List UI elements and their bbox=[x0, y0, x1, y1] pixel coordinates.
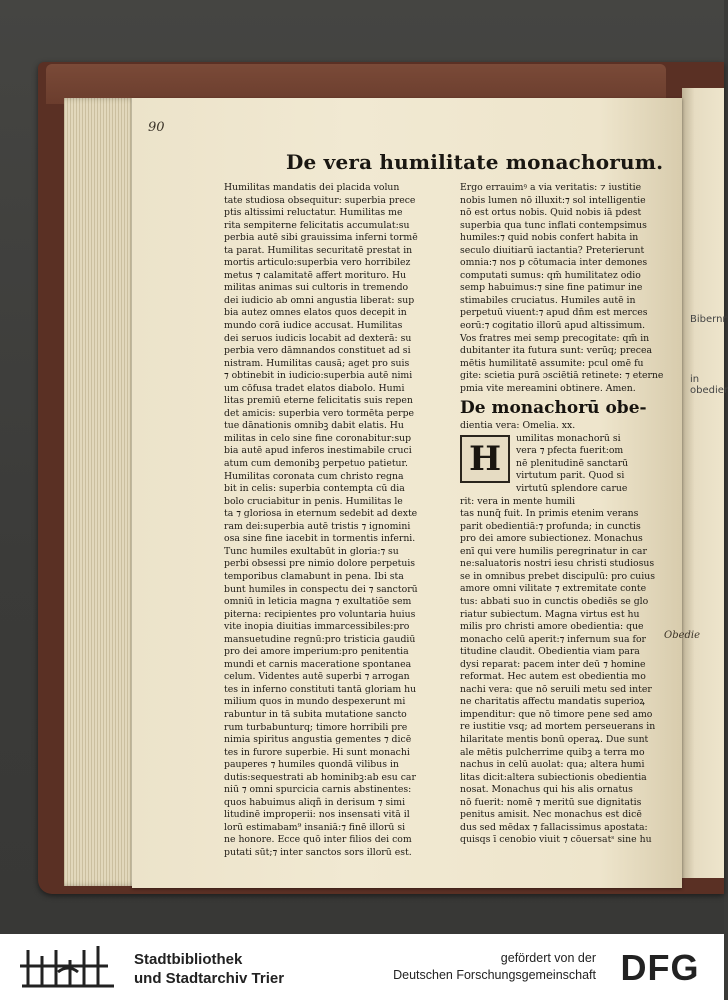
text-line: putati sūt;⁊ inter sanctos sors illorū est. bbox=[224, 846, 412, 858]
text-line: nobis lumen nō illuxit:⁊ sol intelligentie bbox=[460, 194, 646, 206]
text-line: impenditur: que nō timore pene sed amo bbox=[460, 708, 653, 720]
svg-text:DFG: DFG bbox=[620, 947, 700, 988]
text-line: ta ⁊ gloriosa in eternum sedebit ad dexte bbox=[224, 508, 418, 520]
text-line: dei seruos iudicis locabit ad dexterā: su bbox=[224, 332, 412, 344]
text-line: perbi obsessi pre nimio dolore perpetuis bbox=[224, 558, 416, 570]
chapter-subheading: dientia vera: Omelia. xx. bbox=[460, 420, 576, 432]
text-line: nosat. Monachus qui his alis ornatus bbox=[460, 784, 633, 796]
text-line: dysi reparat: pacem inter deū ⁊ homine bbox=[460, 658, 646, 670]
text-line: parit obedientiā:⁊ profunda; in cunctis bbox=[460, 520, 641, 532]
text-line: pro dei amore imperium:pro penitentia bbox=[224, 646, 409, 658]
right-column-bottom-text bbox=[460, 508, 670, 847]
text-line: Vos fratres mei semp precogitate: qm̄ in bbox=[460, 332, 650, 344]
text-line: nistram. Humilitas causā; aget pro suis bbox=[224, 357, 410, 369]
text-line: hilaritate mentis bonū operaꝝ. Due sunt bbox=[460, 733, 649, 745]
text-line: omnia:⁊ nos p cōtumacia inter demones bbox=[460, 257, 648, 269]
text-line: semp habuimus:⁊ sine fine patimur ine bbox=[460, 282, 643, 294]
text-line: Ergo errauimꝰ a via veritatis: ⁊ iustitie bbox=[460, 182, 642, 193]
text-line: litas premiū eterne felicitatis suis repen bbox=[224, 395, 413, 407]
text-line: mortis articulo:superbia vero horribilez bbox=[224, 257, 411, 269]
text-line: nō est ortus nobis. Quid nobis iā pdest bbox=[460, 207, 642, 219]
left-text-column bbox=[224, 182, 434, 860]
library-name-line-2: und Stadtarchiv Trier bbox=[134, 970, 285, 987]
text-line: dei iudicio ab omni angustia liberat: sup bbox=[224, 294, 415, 306]
text-line: piterna: recipientes pro voluntaria huius bbox=[224, 608, 416, 620]
text-line: metus ⁊ calamitatē affert morituro. Hu bbox=[224, 269, 407, 281]
right-column-top-text bbox=[460, 182, 670, 395]
text-line: vite inopia diuitias immarcessibiles:pro bbox=[224, 621, 410, 633]
text-line: ne honore. Ecce quō inter filios dei com bbox=[224, 834, 412, 846]
text-line: bit in celis: superbia contempta cū dia bbox=[224, 483, 405, 495]
text-line: nō fuerit: nomē ⁊ meritū sue dignitatis bbox=[460, 796, 642, 808]
text-line: tue dānationis omnibꝫ dabit elatis. Hu bbox=[224, 420, 404, 432]
text-line: riatur subiectum. Magna virtus est hu bbox=[460, 608, 640, 620]
text-line: umilitas monachorū si bbox=[516, 432, 621, 444]
text-line: se in omnibus prebet discipulū: pro cuius bbox=[460, 570, 655, 582]
text-line: rum turbabunturq; timore horribili pre bbox=[224, 721, 408, 733]
text-line: dubitanter ita futura sunt: verūq; precea bbox=[460, 345, 653, 357]
facing-note-2: in obedier bbox=[690, 374, 728, 396]
text-line: monacho celū aperit:⁊ infernum sua for bbox=[460, 633, 647, 645]
text-line: nē plenitudinē sanctarū bbox=[516, 457, 629, 469]
text-line: lorū estimabam⁹ insaniā:⁊ finē illorū si bbox=[224, 821, 406, 833]
text-line: tas nunq̄ fuit. In primis etenim verans bbox=[460, 508, 639, 520]
text-line: milium quos in mundo despexerunt mi bbox=[224, 696, 406, 708]
dfg-logo-icon bbox=[604, 948, 716, 986]
text-line: ⁊ obtinebit in iudicio:superbia autē nimi bbox=[224, 370, 413, 382]
text-line: pro dei amore subiectionez. Monachus bbox=[460, 533, 643, 545]
text-line: quisqs ī cenobio viuit ⁊ cōuersatˢ sine hu bbox=[460, 834, 652, 846]
funding-note bbox=[393, 950, 596, 984]
text-line: titudine claudit. Obedientia viam para bbox=[460, 646, 640, 658]
text-line: rabuntur in tā subita mutatione sancto bbox=[224, 708, 407, 720]
text-line: tes in furore superbie. Hi sunt monachi bbox=[224, 746, 410, 758]
text-line: militas animas sui cultoris in tremendo bbox=[224, 282, 409, 294]
text-line: penitus amisit. Nec monachus est dicē bbox=[460, 809, 642, 821]
text-line: bia autē apud inferos inestimabile cruci bbox=[224, 445, 412, 457]
text-line: nimia spiritus angustia gementes ⁊ dicē bbox=[224, 734, 412, 746]
text-line: ptis altissimi reluctatur. Humilitas me bbox=[224, 207, 403, 219]
right-text-column bbox=[460, 182, 670, 847]
library-logo-icon bbox=[18, 942, 118, 992]
text-line: ta parat. Humilitas securitatē prestat in bbox=[224, 244, 413, 256]
text-line: ale mētis pulcherrime quibꝫ a terra mo bbox=[460, 746, 645, 758]
text-line: dus sed mēdax ⁊ fallacissimus apostata: bbox=[460, 821, 648, 833]
text-line: atum cum demonibꝫ perpetuo patietur. bbox=[224, 458, 408, 470]
text-line: perbia vero dāmnandos constituet ad si bbox=[224, 345, 411, 357]
text-line: litas dicit:altera subiectionis obedientia bbox=[460, 771, 647, 783]
footer-bar bbox=[0, 934, 724, 1000]
facing-page bbox=[682, 88, 728, 878]
text-line: ram dei:superbia autē tristis ⁊ ignomini bbox=[224, 520, 411, 532]
text-line: tus: abbati suo in cunctis obediēs se glo bbox=[460, 595, 649, 607]
text-line: re iustitie vsq; ad mortem perseuerans in bbox=[460, 721, 656, 733]
text-line: nachus in celū auolat: qua; altera humi bbox=[460, 759, 645, 771]
decorated-initial bbox=[460, 435, 510, 483]
text-line: enī qui vere humilis peregrinatur in car bbox=[460, 545, 647, 557]
funding-line-1: gefördert von der bbox=[500, 951, 596, 965]
text-line: virtutum parit. Quod si bbox=[516, 470, 625, 482]
text-line: det amicis: superbia vero tormēta perpe bbox=[224, 407, 415, 419]
text-line: bia autez omnes elatos quos decepit in bbox=[224, 307, 407, 319]
text-line: ne charitatis affectu mandatis superioꝝ bbox=[460, 696, 645, 708]
text-line: seculo diuitiarū iactantia? Preterierunt bbox=[460, 244, 645, 256]
text-line: gite: scietia purā ɔsciētiā retinete: ⁊ eterne bbox=[460, 370, 664, 382]
text-line: quos habuimus aliqñ in derisum ⁊ simi bbox=[224, 796, 406, 808]
initial-letter: H bbox=[468, 438, 502, 479]
text-line: bunt humiles in conspectu dei ⁊ sanctorū bbox=[224, 583, 418, 595]
text-line: nachi vera: que nō seruili metu sed inter bbox=[460, 683, 652, 695]
text-line: milis pro christi amore obedientia: que bbox=[460, 621, 644, 633]
facing-note-1: Bibernr bbox=[690, 314, 727, 325]
text-line: stimabiles cruciatus. Humiles autē in bbox=[460, 294, 636, 306]
text-line: mansuetudine regnū:pro tristicia gaudiū bbox=[224, 633, 416, 645]
text-line: rit: vera in mente humili bbox=[460, 495, 576, 507]
text-line: amore omni vilitate ⁊ extremitate conte bbox=[460, 583, 647, 595]
text-line: tes in inferno constituti tantā gloriam hu bbox=[224, 683, 417, 695]
text-line: mundo corā iudice accusat. Humilitas bbox=[224, 320, 403, 332]
margin-note: Obedie bbox=[664, 630, 701, 641]
folio-number: 90 bbox=[148, 120, 165, 135]
text-line: computati sumus: qm̄ humilitatez odio bbox=[460, 269, 641, 281]
running-title: De vera humilitate monachorum. bbox=[286, 150, 664, 174]
text-line: pauperes ⁊ humiles quondā vilibus in bbox=[224, 759, 399, 771]
text-line: bolo cruciabitur in penis. Humilitas le bbox=[224, 495, 403, 507]
text-line: humiles:⁊ quid nobis confert habita in bbox=[460, 232, 639, 244]
text-line: superbia qua tunc inflati contempsimus bbox=[460, 219, 647, 231]
text-line: vera ⁊ pfecta fuerit:om bbox=[516, 445, 624, 457]
text-line: omniū in leticia magna ⁊ exultatiōe sem bbox=[224, 596, 412, 608]
text-line: ne:saluatoris nostri iesu christi studiosus bbox=[460, 558, 655, 570]
text-line: perbia autē sibi grauissima inferni tormē bbox=[224, 232, 418, 244]
text-line: eorū:⁊ cogitatio illorū apud altissimum. bbox=[460, 320, 646, 332]
text-line: reformat. Hec autem est obedientia mo bbox=[460, 671, 646, 683]
chapter-heading: De monachorū obe- bbox=[460, 398, 647, 419]
text-line: tate studiosa obsequitur: superbia prece bbox=[224, 194, 416, 206]
text-line: Humilitas coronata cum christo regna bbox=[224, 470, 404, 482]
initial-paragraph bbox=[460, 433, 670, 508]
text-line: litudinē improperii: nos insensati vitā il bbox=[224, 809, 410, 821]
text-line: temporibus clamabunt in pena. Ibi sta bbox=[224, 570, 404, 582]
funding-line-2: Deutschen Forschungsgemeinschaft bbox=[393, 968, 596, 982]
text-line: Tunc humiles exultabūt in gloria:⁊ su bbox=[224, 545, 399, 557]
text-line: dutis:sequestrati ab hominibꝫ:ab esu car bbox=[224, 771, 416, 783]
text-line: Humilitas mandatis dei placida volun bbox=[224, 182, 400, 193]
text-line: mundi et carnis maceratione spontanea bbox=[224, 658, 412, 670]
text-line: um cōfusa tradet elatos diabolo. Humi bbox=[224, 382, 405, 394]
library-name bbox=[134, 950, 284, 988]
text-line: celum. Videntes autē superbi ⁊ arrogan bbox=[224, 671, 410, 683]
text-line: rita sempiterne felicitatis accumulat:su bbox=[224, 219, 410, 231]
text-line: mētis humilitatē assumite: pcul omē fu bbox=[460, 357, 644, 369]
text-line: virtutū splendore carue bbox=[516, 483, 628, 495]
library-name-line-1: Stadtbibliothek bbox=[134, 951, 243, 968]
text-line: perpetuū viuent:⁊ apud dn̄m est merces bbox=[460, 307, 648, 319]
text-line: militas in celo sine fine coronabitur:sup bbox=[224, 432, 412, 444]
text-line: pmia vite mereamini obtinere. Amen. bbox=[460, 382, 636, 394]
text-line: niū ⁊ omni spurcicia carnis abstinentes: bbox=[224, 784, 412, 796]
text-line: osa sine fine iacebit in tormentis inferni. bbox=[224, 533, 416, 545]
